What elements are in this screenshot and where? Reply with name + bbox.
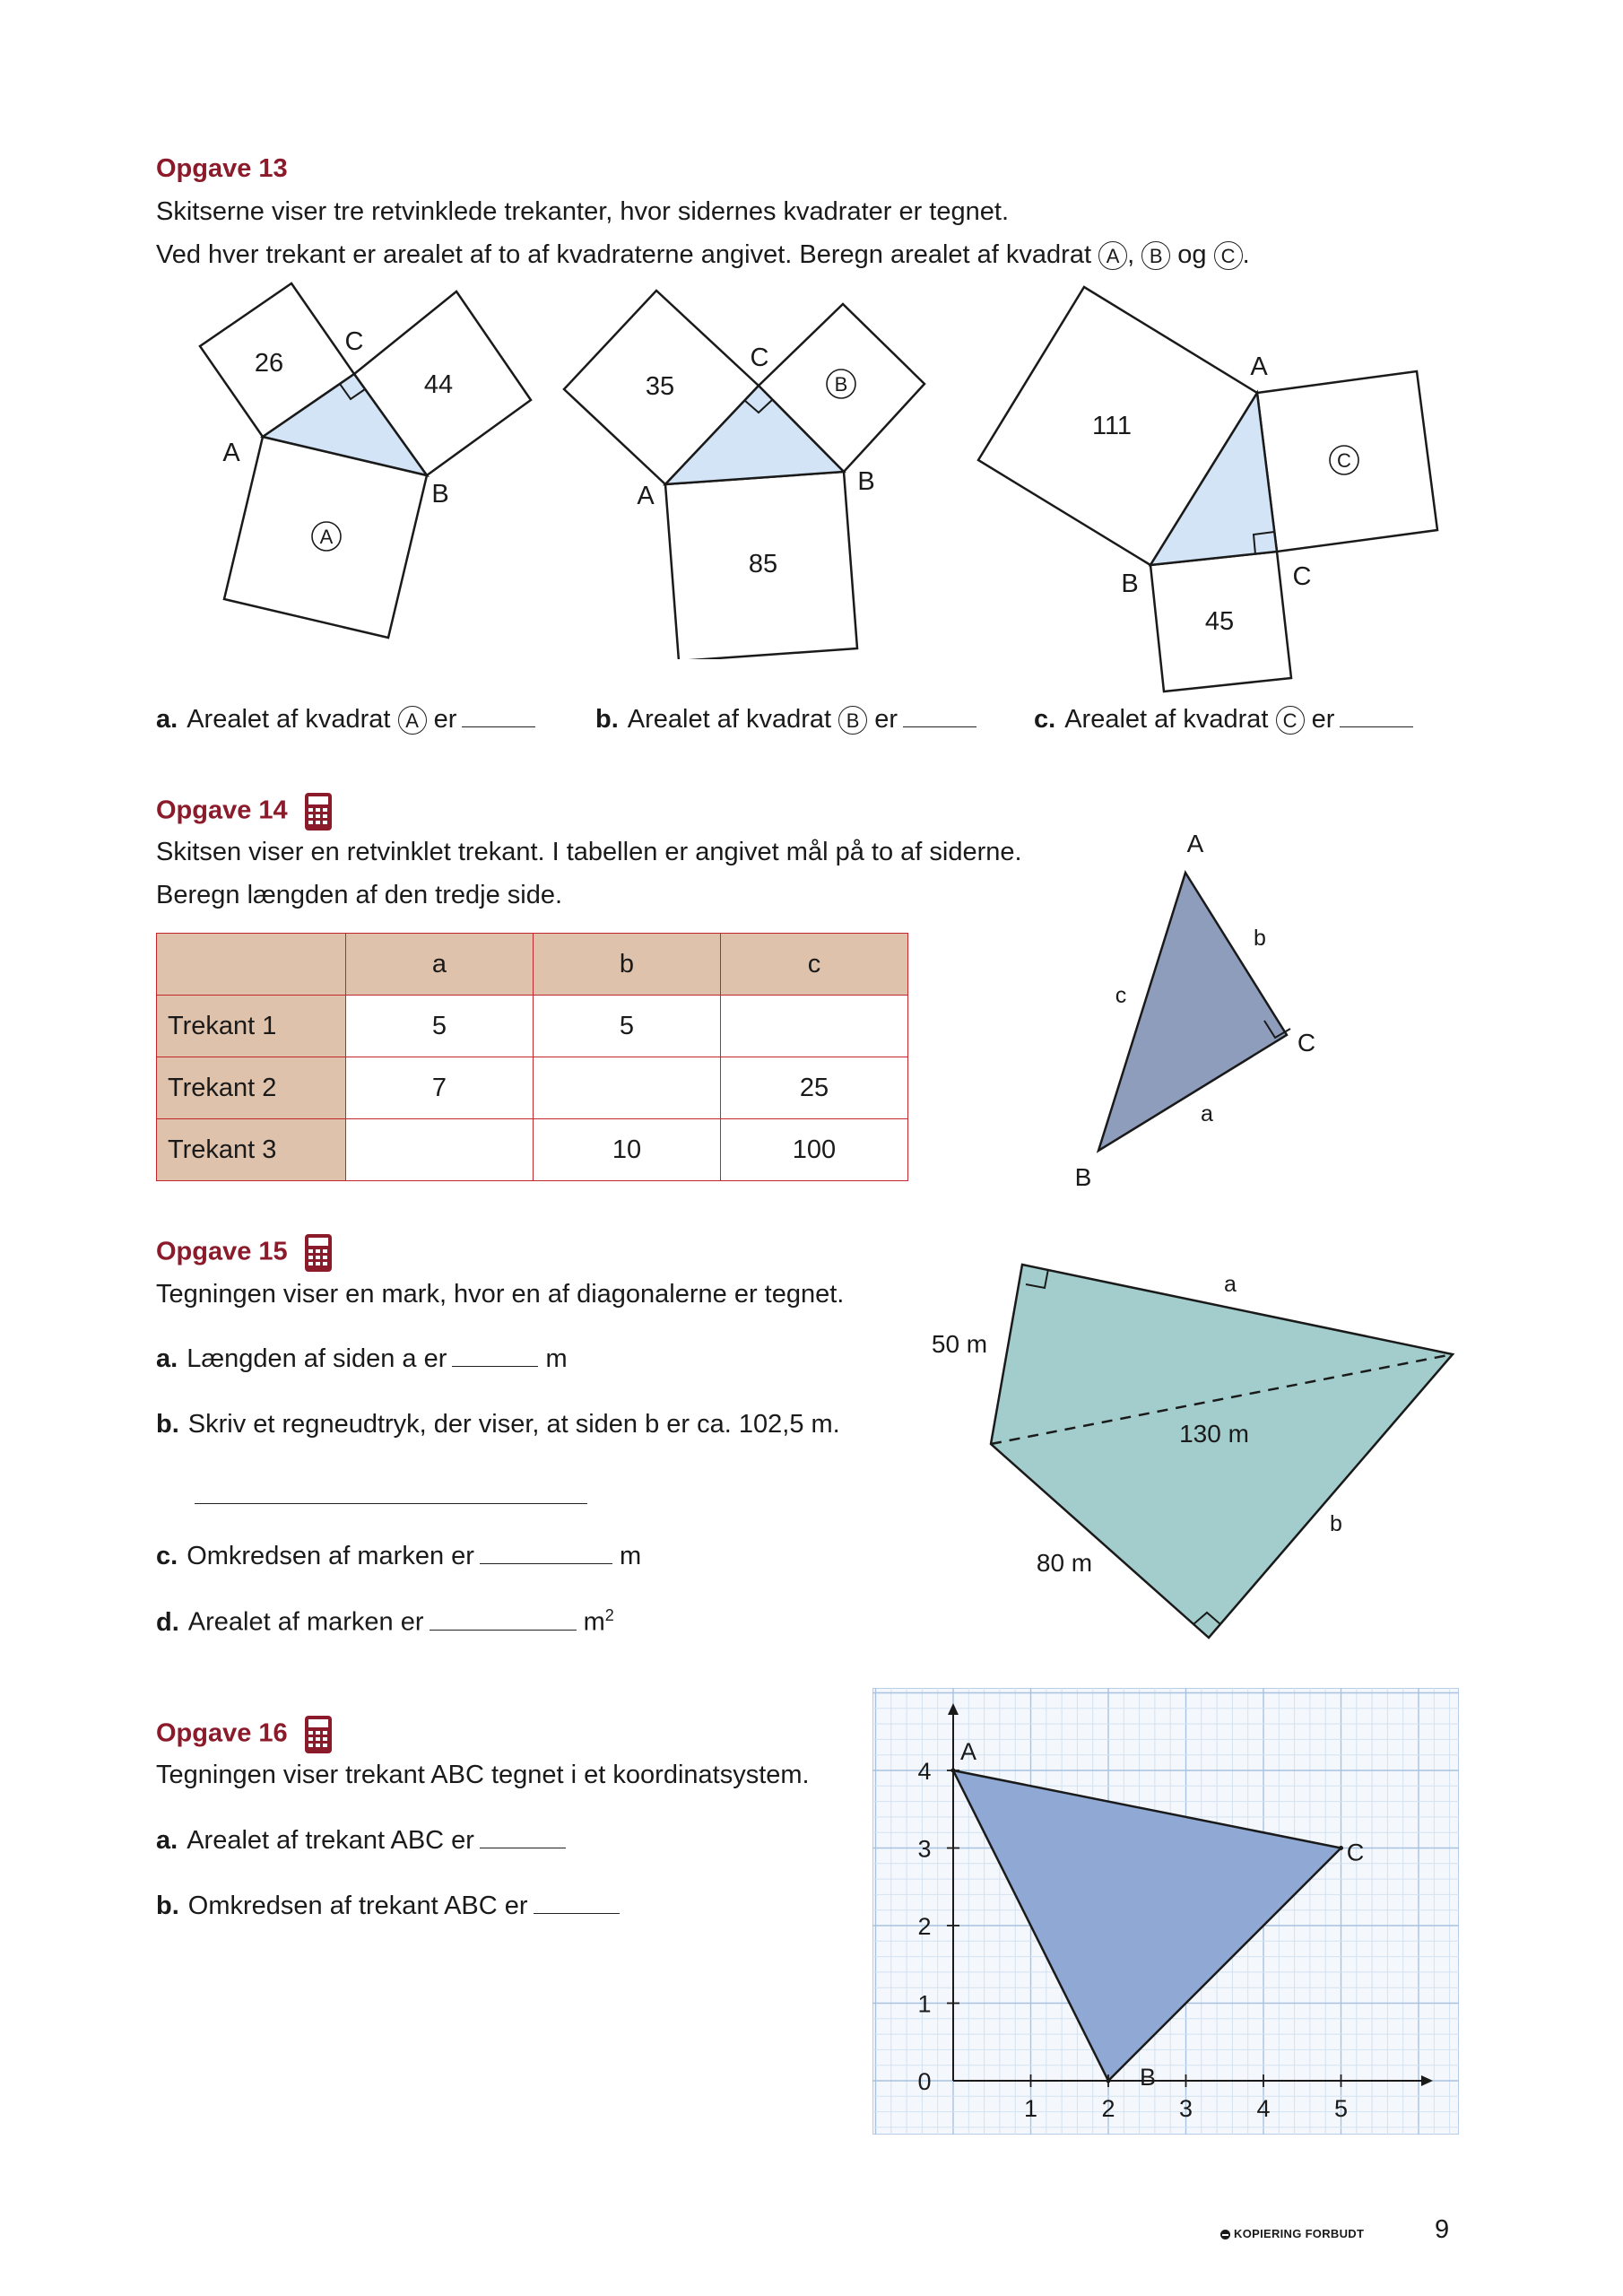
answer-c-blank[interactable] — [1340, 703, 1413, 727]
field-shape — [991, 1265, 1453, 1638]
point-c-label: C — [1346, 1839, 1365, 1866]
table-header-cell: a — [346, 934, 534, 996]
question-d-letter: d. — [156, 1607, 179, 1637]
answer-c-text: Arealet af kvadrat — [1064, 705, 1269, 734]
comma: , — [1127, 240, 1135, 269]
answer-b-blank[interactable] — [903, 703, 976, 727]
diagonal-label: 130 m — [1179, 1420, 1249, 1448]
question-d-unit: m — [583, 1607, 605, 1637]
table-cell: 5 — [534, 996, 721, 1057]
side-b-label: b — [1254, 926, 1266, 951]
task-15-heading — [156, 1233, 333, 1273]
point-c — [1339, 1846, 1343, 1850]
question-d-sup: 2 — [604, 1606, 614, 1624]
task-16-question-b — [156, 1890, 620, 1924]
table-cell[interactable] — [721, 996, 908, 1057]
x-tick-label: 1 — [1023, 2095, 1038, 2122]
measurements-table — [156, 933, 908, 1181]
task-14-line1: Skitsen viser en retvinklet trekant. I tabellen er angivet mål på to af siderne. — [156, 838, 1022, 866]
question-b-text: Omkredsen af trekant ABC er — [187, 1892, 528, 1920]
vertex-a-label: A — [1250, 352, 1268, 381]
answer-b-er: er — [874, 705, 898, 734]
question-d-text: Arealet af marken er — [187, 1607, 424, 1637]
question-c-unit: m — [619, 1542, 642, 1570]
table-row — [157, 1057, 908, 1119]
square-85-label: 85 — [748, 550, 778, 578]
question-b-text: Skriv et regneudtryk, der viser, at siden b er ca. 102,5 m. — [187, 1410, 840, 1439]
question-c-text: Omkredsen af marken er — [187, 1542, 474, 1570]
table-row-label: Trekant 1 — [157, 996, 346, 1057]
table-row — [157, 1119, 908, 1181]
task-13-answer-a — [156, 703, 535, 737]
answer-a-circle: A — [398, 706, 427, 735]
question-a-blank[interactable] — [480, 1824, 566, 1848]
y-tick-label: 3 — [917, 1835, 932, 1863]
vertex-c-label: C — [1297, 1029, 1316, 1057]
y-tick-label: 1 — [917, 1990, 932, 2018]
square-c-label: C — [1337, 449, 1351, 472]
question-d-blank[interactable] — [430, 1606, 577, 1631]
task-16-line1: Tegningen viser trekant ABC tegnet i et koordinatsystem. — [156, 1761, 810, 1789]
answer-b-circle: B — [838, 706, 867, 735]
task-13-answer-b — [595, 703, 976, 737]
square-26-label: 26 — [254, 349, 284, 378]
task-13-figure-1 — [188, 269, 547, 646]
task-13-line2 — [156, 239, 1250, 273]
table-cell[interactable] — [346, 1119, 534, 1181]
calculator-icon — [304, 1715, 333, 1754]
question-a-text: Arealet af trekant ABC er — [187, 1826, 474, 1855]
table-row-label: Trekant 2 — [157, 1057, 346, 1119]
side-80-label: 80 m — [1036, 1549, 1093, 1577]
og-word: og — [1177, 240, 1207, 269]
calculator-icon — [304, 792, 333, 831]
square-35-label: 35 — [645, 372, 675, 401]
question-c-letter: c. — [156, 1542, 178, 1570]
square-a-label: A — [319, 526, 334, 548]
y-tick-label: 0 — [917, 2068, 932, 2095]
page-number: 9 — [1435, 2215, 1450, 2244]
question-a-unit: m — [545, 1344, 568, 1373]
vertex-c-label: C — [750, 344, 769, 372]
vertex-a-label: A — [222, 439, 240, 467]
square-b-label: B — [834, 373, 848, 396]
vertex-b-label: B — [857, 467, 875, 496]
task-13-figure-2 — [556, 283, 933, 659]
table-cell: 10 — [534, 1119, 721, 1181]
task-16-question-a — [156, 1824, 566, 1858]
vertex-b-label: B — [1121, 570, 1139, 598]
answer-a-letter: a. — [156, 705, 178, 734]
answer-c-er: er — [1311, 705, 1335, 734]
square-44-label: 44 — [423, 370, 454, 399]
question-b-blank[interactable] — [534, 1890, 620, 1914]
task-14-line2: Beregn længden af den tredje side. — [156, 881, 563, 909]
point-b-label: B — [1139, 2064, 1157, 2091]
vertex-b-label: B — [1074, 1163, 1092, 1191]
task-14-heading — [156, 792, 333, 831]
table-header-cell — [157, 934, 346, 996]
table-header-cell: b — [534, 934, 721, 996]
vertex-b-label: B — [431, 480, 449, 509]
copy-notice-text: KOPIERING FORBUDT — [1234, 2227, 1365, 2240]
task-15-question-b — [156, 1408, 840, 1442]
answer-a-er: er — [433, 705, 457, 734]
question-a-text: Længden af siden a er — [187, 1344, 447, 1373]
table-cell: 25 — [721, 1057, 908, 1119]
table-row — [157, 996, 908, 1057]
vertex-c-label: C — [1292, 562, 1312, 591]
task-15-question-d — [156, 1605, 614, 1639]
no-copy-icon — [1220, 2230, 1230, 2239]
calculator-icon — [304, 1233, 333, 1273]
task-14-title: Opgave 14 — [156, 796, 288, 825]
period: . — [1242, 240, 1250, 269]
task-15-question-a — [156, 1343, 568, 1377]
circle-b-label: B — [1141, 241, 1170, 270]
vertex-a-label: A — [637, 482, 655, 510]
answer-a-blank[interactable] — [462, 703, 535, 727]
side-c-label: c — [1115, 983, 1127, 1008]
answer-a-text: Arealet af kvadrat — [187, 705, 391, 734]
table-cell: 5 — [346, 996, 534, 1057]
task-14-triangle-figure — [1058, 816, 1345, 1202]
task-15-line1: Tegningen viser en mark, hvor en af diagonalerne er tegnet. — [156, 1280, 845, 1309]
table-row-label: Trekant 3 — [157, 1119, 346, 1181]
question-b-letter: b. — [156, 1410, 179, 1439]
circle-c-label: C — [1214, 241, 1243, 270]
table-header-cell: c — [721, 934, 908, 996]
task-13-line1: Skitserne viser tre retvinklede trekanter, hvor sidernes kvadrater er tegnet. — [156, 197, 1009, 226]
copy-notice — [1220, 2227, 1364, 2240]
task-13-title: Opgave 13 — [156, 154, 288, 183]
side-a-label: a — [1201, 1101, 1213, 1126]
coordinate-system — [872, 1688, 1459, 2135]
triangle-abc-shape — [1098, 873, 1287, 1151]
question-a-letter: a. — [156, 1826, 178, 1855]
task-13-figure-3 — [968, 278, 1453, 709]
x-tick-label: 2 — [1101, 2095, 1115, 2122]
side-b-label: b — [1330, 1511, 1342, 1536]
table-header-row — [157, 934, 908, 996]
task-13-line2-text: Ved hver trekant er arealet af to af kvadraterne angivet. Beregn arealet af kvadrat — [156, 240, 1092, 269]
point-a-label: A — [959, 1738, 977, 1765]
table-cell: 100 — [721, 1119, 908, 1181]
question-b-answer-line[interactable] — [195, 1503, 587, 1504]
task-15-field-figure — [915, 1247, 1471, 1659]
x-tick-label: 3 — [1178, 2095, 1193, 2122]
answer-c-circle: C — [1276, 706, 1305, 735]
side-a-label: a — [1224, 1272, 1237, 1297]
y-tick-label: 4 — [917, 1758, 932, 1785]
task-16-heading — [156, 1715, 333, 1754]
x-tick-label: 5 — [1333, 2095, 1349, 2122]
square-45-label: 45 — [1204, 607, 1235, 636]
answer-c-letter: c. — [1034, 705, 1056, 734]
table-cell[interactable] — [534, 1057, 721, 1119]
answer-b-text: Arealet af kvadrat — [627, 705, 832, 734]
task-13-answer-c — [1034, 703, 1413, 737]
y-tick-label: 2 — [917, 1913, 932, 1940]
task-16-title: Opgave 16 — [156, 1718, 288, 1748]
task-15-title: Opgave 15 — [156, 1237, 288, 1266]
x-tick-label: 4 — [1256, 2095, 1271, 2122]
question-a-blank[interactable] — [452, 1343, 538, 1367]
vertex-c-label: C — [344, 327, 364, 356]
question-c-blank[interactable] — [480, 1540, 612, 1564]
side-50-label: 50 m — [931, 1330, 988, 1358]
circle-a-label: A — [1098, 241, 1127, 270]
table-cell: 7 — [346, 1057, 534, 1119]
answer-b-letter: b. — [595, 705, 619, 734]
task-15-question-c — [156, 1540, 641, 1574]
question-b-letter: b. — [156, 1892, 179, 1920]
question-a-letter: a. — [156, 1344, 178, 1373]
vertex-a-label: A — [1186, 830, 1204, 857]
square-111-label: 111 — [1091, 412, 1133, 440]
